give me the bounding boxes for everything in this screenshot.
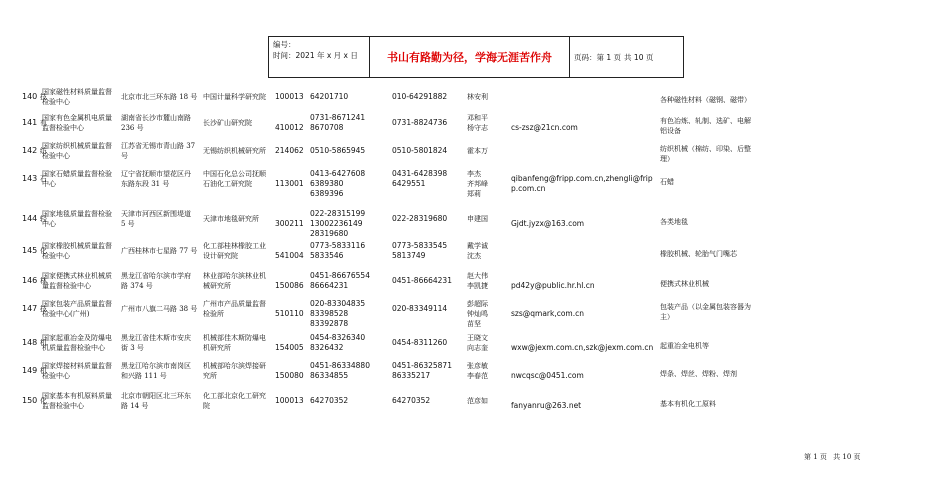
contact-person-line: 郑莉 bbox=[467, 190, 481, 198]
inspection-scope-line: 包装产品（以金属包装容器为 bbox=[660, 303, 751, 311]
time-label: 时间：2021 年 x 月 x 日 bbox=[273, 51, 358, 60]
inspection-scope-line: 各类地毯 bbox=[660, 218, 688, 226]
center-name-line: 国家石蜡质量监督检验 bbox=[42, 170, 112, 178]
contact-person-line: 林安利 bbox=[467, 93, 488, 101]
row-category-char: 石 bbox=[39, 175, 47, 183]
row-number bbox=[22, 174, 47, 184]
row-number bbox=[22, 92, 47, 102]
fax bbox=[392, 338, 447, 348]
email: nwcqsc@0451.com bbox=[511, 371, 584, 380]
center-department bbox=[203, 169, 275, 189]
row-category-char: 技 bbox=[39, 93, 47, 101]
postal-code: 150086 bbox=[275, 281, 304, 290]
postal-code: 300211 bbox=[275, 219, 304, 228]
inspection-scope-line: 基本有机化工原料 bbox=[660, 400, 716, 408]
inspection-scope-line: 铝设备 bbox=[660, 127, 681, 135]
center-department bbox=[203, 146, 275, 156]
contact-person-line: 杨守志 bbox=[467, 124, 488, 132]
email bbox=[511, 174, 653, 194]
center-department-line: 械研究所 bbox=[203, 282, 231, 290]
telephone-line: 0451-86676554 bbox=[310, 271, 370, 280]
row-number-value: 142 bbox=[22, 146, 38, 155]
center-name bbox=[39, 241, 122, 261]
fax-line: 022-28319680 bbox=[392, 214, 448, 223]
header-meta bbox=[269, 37, 370, 77]
telephone-line: 86334855 bbox=[310, 371, 349, 380]
table-row bbox=[0, 299, 950, 329]
telephone-line: 83398528 bbox=[310, 309, 349, 318]
email: wxw@jexm.com.cn,szk@jexm.com.cn bbox=[511, 343, 654, 352]
telephone-line: 0413-6427608 bbox=[310, 169, 366, 178]
contact-person-line: 邓和平 bbox=[467, 114, 488, 122]
row-number-value: 150 bbox=[22, 396, 38, 405]
inspection-scope bbox=[660, 217, 688, 227]
center-address-line: 236 号 bbox=[121, 124, 144, 132]
contact-person-line: 霍本万 bbox=[467, 147, 488, 155]
table-row bbox=[0, 141, 950, 171]
center-address bbox=[121, 271, 203, 291]
fax bbox=[392, 276, 452, 286]
postal-code: 150080 bbox=[275, 371, 304, 380]
center-name-line: 监督检验中心 bbox=[42, 124, 84, 132]
inspection-scope bbox=[660, 116, 751, 136]
center-address-line: 湖南省长沙市麓山南路 bbox=[121, 114, 191, 122]
center-department bbox=[203, 299, 275, 319]
telephone-line: 0451-86334880 bbox=[310, 361, 370, 370]
center-name-line: 国家便携式林业机械质 bbox=[42, 272, 112, 280]
center-department-line: 设计研究院 bbox=[203, 252, 238, 260]
center-address-line: 东路东段 31 号 bbox=[121, 180, 170, 188]
inspection-scope-line: 有色冶炼、轧制、选矿、电解 bbox=[660, 117, 751, 125]
center-name-line: 中心 bbox=[42, 220, 56, 228]
center-department-line: 机械部佳木斯防爆电 bbox=[203, 334, 266, 342]
center-name-line: 国家有色金属机电质量 bbox=[42, 114, 112, 122]
email-line: qibanfeng@fripp.com.cn,zhengli@frip bbox=[511, 174, 653, 183]
fax-line: 0454-8311260 bbox=[392, 338, 448, 347]
fax-line: 86335217 bbox=[392, 371, 431, 380]
center-address bbox=[121, 169, 203, 189]
center-department bbox=[203, 241, 275, 261]
center-department bbox=[203, 214, 275, 224]
center-address bbox=[121, 333, 203, 353]
center-address-line: 黑龙江省佳木斯市安庆 bbox=[121, 334, 191, 342]
center-address-line: 广州市八旗二马路 38 号 bbox=[121, 305, 198, 313]
center-department bbox=[203, 391, 275, 411]
center-address bbox=[121, 141, 203, 161]
fax-line: 0510-5801824 bbox=[392, 146, 448, 155]
inspection-scope bbox=[660, 279, 709, 289]
center-name-line: 检验中心 bbox=[42, 152, 70, 160]
row-number bbox=[22, 214, 47, 224]
center-address-line: 号 bbox=[121, 152, 128, 160]
contact-person-line: 李凯捷 bbox=[467, 282, 488, 290]
contact-person-line: 钟灿鸣 bbox=[467, 310, 488, 318]
center-address-line: 和兴路 111 号 bbox=[121, 372, 167, 380]
telephone-line: 83392878 bbox=[310, 319, 349, 328]
table-row bbox=[0, 361, 950, 391]
fax bbox=[392, 169, 447, 189]
page-label: 页码：第 1 页 bbox=[574, 52, 622, 62]
contact-person-line: 李杰 bbox=[467, 170, 481, 178]
postal-code: 100013 bbox=[275, 92, 304, 101]
contact-person bbox=[467, 396, 488, 406]
inspection-scope bbox=[660, 144, 751, 164]
fax bbox=[392, 146, 447, 156]
center-name-line: 量监督检验中心 bbox=[42, 282, 91, 290]
center-name-line: 检验中心(广州) bbox=[42, 310, 90, 318]
fax bbox=[392, 304, 447, 314]
center-address-line: 黑龙江省哈尔滨市学府 bbox=[121, 272, 191, 280]
center-address bbox=[121, 304, 203, 314]
contact-person-line: 赵大伟 bbox=[467, 272, 488, 280]
inspection-scope bbox=[660, 399, 716, 409]
row-category-char: 有 bbox=[39, 119, 47, 127]
telephone-line: 64270352 bbox=[310, 396, 349, 405]
center-department-line: 中国计量科学研究院 bbox=[203, 93, 266, 101]
telephone-line: 0773-5833116 bbox=[310, 241, 366, 250]
center-name bbox=[39, 113, 122, 133]
postal-code: 541004 bbox=[275, 251, 304, 260]
center-name bbox=[39, 299, 122, 319]
inspection-scope-line: 纺织机械（棉纺、印染、后整 bbox=[660, 145, 751, 153]
telephone-line: 28319680 bbox=[310, 229, 349, 238]
table-row bbox=[0, 113, 950, 143]
fax-line: 0451-86325871 bbox=[392, 361, 452, 370]
table-row bbox=[0, 333, 950, 363]
contact-person-line: 张彦敏 bbox=[467, 362, 488, 370]
contact-person-line: 齐邦峰 bbox=[467, 180, 488, 188]
inspection-scope-line: 石蜡 bbox=[660, 178, 674, 186]
center-name-line: 国家磁性材料质量监督 bbox=[42, 88, 112, 96]
center-name bbox=[39, 271, 122, 291]
inspection-scope-line: 各种磁性材料（磁钢、磁带） bbox=[660, 96, 751, 104]
telephone bbox=[310, 333, 365, 353]
row-number bbox=[22, 338, 47, 348]
fax bbox=[392, 396, 430, 406]
email: Gjdt.jyzx@163.com bbox=[511, 219, 585, 228]
center-name-line: 国家包装产品质量监督 bbox=[42, 300, 112, 308]
telephone-line: 8670708 bbox=[310, 123, 344, 132]
table-row bbox=[0, 169, 950, 199]
page-footer bbox=[804, 452, 865, 462]
telephone bbox=[310, 396, 348, 406]
inspection-scope-line: 主） bbox=[660, 313, 674, 321]
telephone bbox=[310, 92, 348, 102]
center-name-line: 检验中心 bbox=[42, 372, 70, 380]
contact-person bbox=[467, 271, 488, 291]
center-department-line: 中国石化总公司抚顺 bbox=[203, 170, 266, 178]
inspection-scope-line: 起重冶金电机等 bbox=[660, 342, 709, 350]
fax-line: 020-83349114 bbox=[392, 304, 448, 313]
inspection-scope-line: 便携式林业机械 bbox=[660, 280, 709, 288]
center-name-line: 国家纺织机械质量监督 bbox=[42, 142, 112, 150]
center-department-line: 化工部桂林橡胶工业 bbox=[203, 242, 266, 250]
fax-line: 0451-86664231 bbox=[392, 276, 452, 285]
center-name bbox=[39, 87, 122, 107]
footer-total: 共 10 页 bbox=[833, 453, 861, 461]
center-name-line: 国家焊接材料质量监督 bbox=[42, 362, 112, 370]
telephone bbox=[310, 113, 365, 133]
center-department-line: 究所 bbox=[203, 372, 217, 380]
center-department-line: 石油化工研究院 bbox=[203, 180, 252, 188]
telephone bbox=[310, 271, 370, 291]
telephone-line: 6389396 bbox=[310, 189, 344, 198]
contact-person-line: 申建国 bbox=[467, 215, 488, 223]
row-category-char: 技 bbox=[39, 305, 47, 313]
email: pd42y@public.hr.hl.cn bbox=[511, 281, 595, 290]
contact-person-line: 沈杰 bbox=[467, 252, 481, 260]
contact-person bbox=[467, 361, 488, 381]
telephone bbox=[310, 299, 365, 329]
row-number-value: 145 bbox=[22, 246, 38, 255]
telephone-line: 020-83304835 bbox=[310, 299, 366, 308]
row-number bbox=[22, 146, 47, 156]
contact-person bbox=[467, 241, 488, 261]
header-slogan: 书山有路勤为径，学海无涯苦作舟 bbox=[370, 37, 570, 77]
center-name bbox=[39, 333, 122, 353]
center-name-line: 机质量监督检验中心 bbox=[42, 344, 105, 352]
fax-line: 0773-5833545 bbox=[392, 241, 448, 250]
fax bbox=[392, 214, 447, 224]
contact-person-line: 向志奎 bbox=[467, 344, 488, 352]
postal-code: 214062 bbox=[275, 146, 304, 155]
center-address-line: 江苏省无锡市青山路 37 bbox=[121, 142, 196, 150]
row-number bbox=[22, 246, 47, 256]
email-line: p.com.cn bbox=[511, 184, 546, 193]
center-address-line: 路 374 号 bbox=[121, 282, 153, 290]
center-department-line: 林业部哈尔滨林业机 bbox=[203, 272, 266, 280]
center-department-line: 长沙矿山研究院 bbox=[203, 119, 252, 127]
telephone-line: 022-28315199 bbox=[310, 209, 366, 218]
email: fanyanru@263.net bbox=[511, 401, 582, 410]
table-row bbox=[0, 241, 950, 271]
center-department-line: 院 bbox=[203, 402, 210, 410]
inspection-scope bbox=[660, 341, 709, 351]
row-number bbox=[22, 276, 47, 286]
center-name-line: 检验中心 bbox=[42, 98, 70, 106]
row-number bbox=[22, 366, 47, 376]
fax-line: 0431-6428398 bbox=[392, 169, 448, 178]
telephone-line: 0454-8326340 bbox=[310, 333, 366, 342]
table-row bbox=[0, 209, 950, 239]
contact-person bbox=[467, 146, 488, 156]
telephone bbox=[310, 146, 365, 156]
center-name-line: 国家橡胶机械质量监督 bbox=[42, 242, 112, 250]
center-name bbox=[39, 391, 122, 411]
center-address-line: 天津市河西区新围堤道 bbox=[121, 210, 191, 218]
center-name bbox=[39, 169, 122, 189]
postal-code: 510110 bbox=[275, 309, 304, 318]
telephone bbox=[310, 361, 370, 381]
contact-person-line: 彭超际 bbox=[467, 300, 488, 308]
contact-person bbox=[467, 214, 488, 224]
inspection-scope-line: 焊条、焊丝、焊粉、焊剂 bbox=[660, 370, 737, 378]
row-number bbox=[22, 304, 47, 314]
contact-person-line: 李春范 bbox=[467, 372, 488, 380]
postal-code: 113001 bbox=[275, 179, 304, 188]
center-address-line: 5 号 bbox=[121, 220, 135, 228]
fax-line: 010-64291882 bbox=[392, 92, 448, 101]
center-department bbox=[203, 118, 275, 128]
center-address-line: 街 3 号 bbox=[121, 344, 144, 352]
telephone-line: 0731-8671241 bbox=[310, 113, 366, 122]
center-name-line: 国家起重冶金及防爆电 bbox=[42, 334, 112, 342]
fax-line: 5813749 bbox=[392, 251, 426, 260]
center-address-line: 北京市朝阳区北三环东 bbox=[121, 392, 191, 400]
center-department bbox=[203, 92, 275, 102]
telephone-line: 5833546 bbox=[310, 251, 344, 260]
row-number-value: 141 bbox=[22, 118, 38, 127]
fax bbox=[392, 118, 447, 128]
center-department bbox=[203, 333, 275, 353]
row-number bbox=[22, 396, 47, 406]
email: szs@qmark,com.cn bbox=[511, 309, 585, 318]
center-name bbox=[39, 141, 122, 161]
center-department bbox=[203, 361, 275, 381]
center-address bbox=[121, 209, 203, 229]
center-address-line: 北京市北三环东路 18 号 bbox=[121, 93, 198, 101]
postal-code: 154005 bbox=[275, 343, 304, 352]
fax-line: 64270352 bbox=[392, 396, 431, 405]
fax-line: 0731-8824736 bbox=[392, 118, 448, 127]
inspection-scope bbox=[660, 95, 751, 105]
fax-line: 6429551 bbox=[392, 179, 426, 188]
fax bbox=[392, 361, 452, 381]
center-address-line: 黑龙江哈尔滨市南岗区 bbox=[121, 362, 191, 370]
page-header bbox=[268, 36, 684, 78]
telephone-line: 64201710 bbox=[310, 92, 349, 101]
number-label: 编号： bbox=[273, 40, 296, 49]
inspection-scope bbox=[660, 302, 751, 322]
table-row bbox=[0, 391, 950, 421]
telephone bbox=[310, 169, 365, 199]
fax bbox=[392, 241, 447, 261]
row-number bbox=[22, 118, 47, 128]
contact-person bbox=[467, 333, 488, 353]
telephone-line: 6389380 bbox=[310, 179, 344, 188]
contact-person bbox=[467, 169, 488, 199]
center-department-line: 天津市地毯研究所 bbox=[203, 215, 259, 223]
inspection-scope-line: 橡胶机械、轮胎气门嘴芯 bbox=[660, 250, 737, 258]
center-department-line: 检验所 bbox=[203, 310, 224, 318]
row-category-char: 化 bbox=[39, 247, 47, 255]
row-number-value: 144 bbox=[22, 214, 38, 223]
header-page-info bbox=[570, 37, 683, 77]
telephone-line: 0510-5865945 bbox=[310, 146, 366, 155]
center-name bbox=[39, 361, 122, 381]
contact-person-line: 戴学诚 bbox=[467, 242, 488, 250]
contact-person-line: 范彦如 bbox=[467, 397, 488, 405]
row-number-value: 147 bbox=[22, 304, 38, 313]
center-name-line: 监督检验中心 bbox=[42, 402, 84, 410]
contact-person bbox=[467, 299, 488, 329]
contact-person-line: 苗坚 bbox=[467, 320, 481, 328]
center-department-line: 无锡纺织机械研究所 bbox=[203, 147, 266, 155]
row-category-char: 纺 bbox=[39, 147, 47, 155]
center-name bbox=[39, 209, 122, 229]
contact-person bbox=[467, 113, 488, 133]
inspection-scope bbox=[660, 177, 674, 187]
row-number-value: 143 bbox=[22, 174, 38, 183]
telephone bbox=[310, 241, 365, 261]
telephone-line: 8326432 bbox=[310, 343, 344, 352]
row-category-char: 机 bbox=[39, 339, 47, 347]
center-name-line: 检验中心 bbox=[42, 252, 70, 260]
inspection-scope-line: 理） bbox=[660, 155, 674, 163]
center-address bbox=[121, 391, 203, 411]
fax bbox=[392, 92, 447, 102]
telephone-line: 13002236149 bbox=[310, 219, 363, 228]
postal-code: 100013 bbox=[275, 396, 304, 405]
center-address-line: 广西桂林市七星路 77 号 bbox=[121, 247, 198, 255]
contact-person-line: 王晓文 bbox=[467, 334, 488, 342]
center-address-line: 辽宁省抚顺市望花区丹 bbox=[121, 170, 191, 178]
row-category-char: 林 bbox=[39, 277, 47, 285]
center-department-line: 广州市产品质量监督 bbox=[203, 300, 266, 308]
telephone bbox=[310, 209, 365, 239]
center-address-line: 路 14 号 bbox=[121, 402, 149, 410]
center-department-line: 化工部北京化工研究 bbox=[203, 392, 266, 400]
row-number-value: 148 bbox=[22, 338, 38, 347]
center-address bbox=[121, 92, 203, 102]
center-address bbox=[121, 361, 203, 381]
contact-person bbox=[467, 92, 488, 102]
center-name-line: 中心 bbox=[42, 180, 56, 188]
row-number-value: 146 bbox=[22, 276, 38, 285]
inspection-scope bbox=[660, 249, 737, 259]
email: cs-zsz@21cn.com bbox=[511, 123, 578, 132]
footer-page: 第 1 页 bbox=[804, 453, 827, 461]
center-department-line: 机械部哈尔滨焊接研 bbox=[203, 362, 266, 370]
telephone-line: 86664231 bbox=[310, 281, 349, 290]
row-number-value: 149 bbox=[22, 366, 38, 375]
page-total: 共 10 页 bbox=[624, 52, 654, 62]
center-address bbox=[121, 113, 203, 133]
center-department bbox=[203, 271, 275, 291]
row-category-char: 化 bbox=[39, 397, 47, 405]
postal-code: 410012 bbox=[275, 123, 304, 132]
center-department-line: 机研究所 bbox=[203, 344, 231, 352]
inspection-scope bbox=[660, 369, 737, 379]
table-row bbox=[0, 271, 950, 301]
center-name-line: 国家基本有机原料质量 bbox=[42, 392, 112, 400]
row-category-char: 轻 bbox=[39, 215, 47, 223]
row-number-value: 140 bbox=[22, 92, 38, 101]
center-address bbox=[121, 246, 203, 256]
center-name-line: 国家地毯质量监督检验 bbox=[42, 210, 112, 218]
row-category-char: 机 bbox=[39, 367, 47, 375]
